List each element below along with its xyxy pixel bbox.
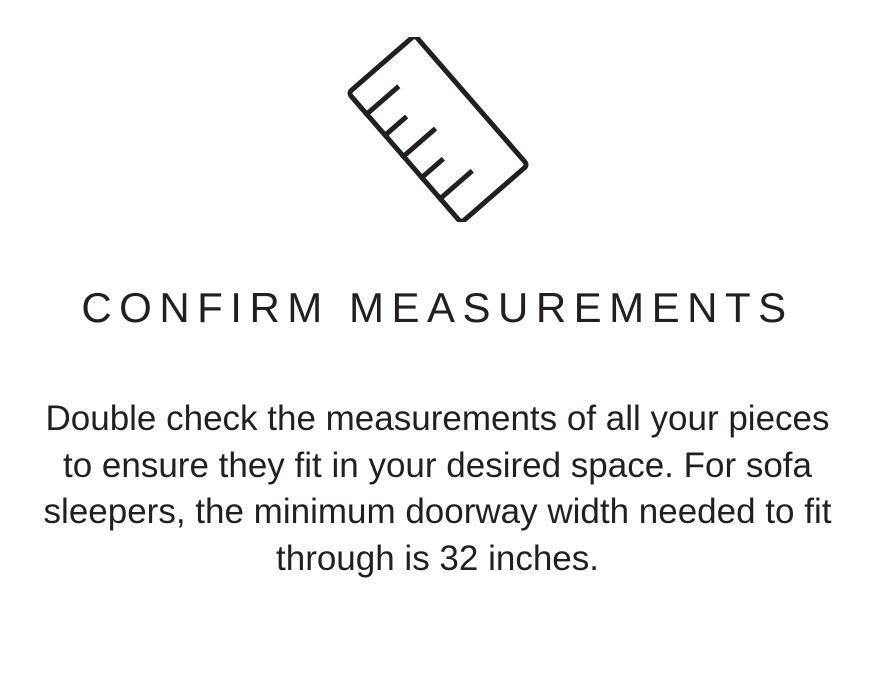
body-text: Double check the measurements of all your pieces to ensure they fit in your desired space. For sofa sleepers, the minimum doorway width needed to fit through is 32 inches. — [43, 399, 832, 578]
page-title: CONFIRM MEASUREMENTS — [81, 284, 794, 331]
ruler-icon — [328, 34, 548, 224]
